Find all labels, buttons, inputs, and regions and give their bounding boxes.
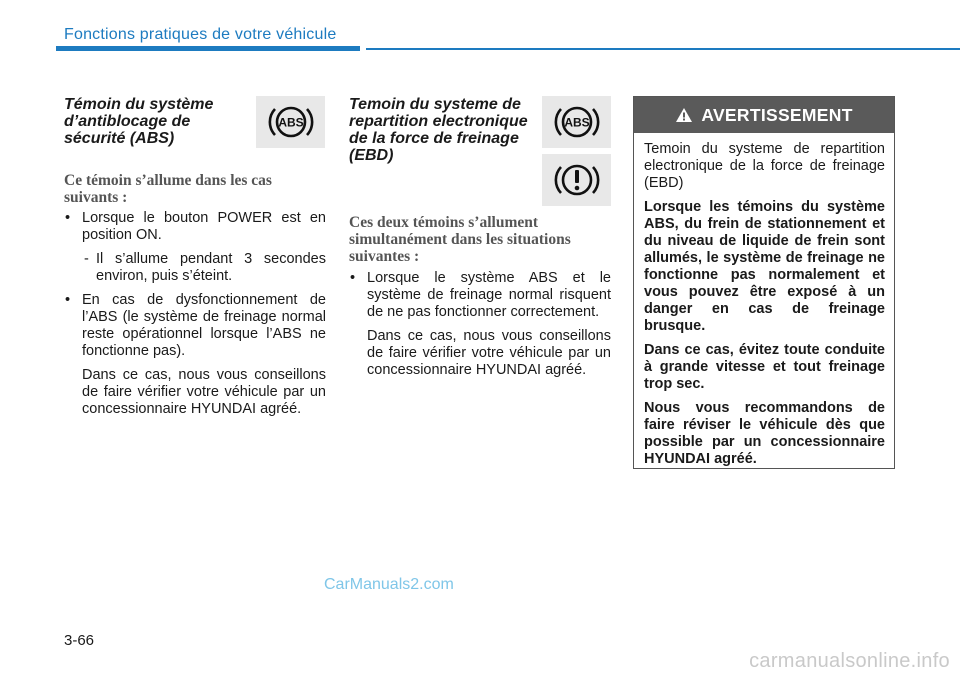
abs-lead: Ce témoin s’allume dans les cas suivants :: [64, 172, 272, 206]
ebd-brake-icon-box: [542, 154, 611, 206]
ebd-body: [349, 270, 611, 386]
section-title: Fonctions pratiques de votre véhicule: [64, 26, 337, 43]
warning-box: [633, 96, 895, 469]
warning-triangle-icon: [675, 107, 693, 123]
abs-bullet-power: • Lorsque le bouton POWER est en position ON.: [64, 210, 326, 244]
warning-subtitle: Temoin du systeme de repartition electronique de la force de freinage (EBD): [644, 141, 885, 191]
header-rule: [366, 48, 960, 50]
header-bar: [56, 46, 360, 51]
brake-warning-icon: [552, 158, 602, 202]
footer-watermark: carmanualsonline.info: [749, 650, 950, 672]
ebd-lead: Ces deux témoins s’allument simultanément dans les situations suivantes :: [349, 214, 571, 265]
ebd-advice: Dans ce cas, nous vous conseillons de faire vérifier votre véhicule par un concessionnaire HYUNDAI agréé.: [367, 328, 611, 378]
warning-text-2: Dans ce cas, évitez toute conduite à grande vitesse et tout freinage trop sec.: [644, 342, 885, 392]
warning-body: [634, 133, 894, 468]
abs-icon-box: [256, 96, 325, 148]
abs-advice: Dans ce cas, nous vous conseillons de faire vérifier votre véhicule par un concessionnaire HYUNDAI agréé.: [82, 367, 326, 417]
warning-title: AVERTISSEMENT: [701, 104, 853, 125]
abs-warning-icon: [552, 100, 602, 144]
svg-text:ABS: ABS: [563, 115, 590, 130]
ebd-heading: Temoin du systeme de repartition electronique de la force de freinage (EBD): [349, 96, 528, 164]
ebd-abs-icon-box: [542, 96, 611, 148]
warning-text-3: Nous vous recommandons de faire réviser le véhicule dès que possible par un concessionnaire HYUNDAI agréé.: [644, 400, 885, 467]
watermark: CarManuals2.com: [324, 576, 454, 593]
warning-header: [634, 97, 894, 133]
abs-dash-item: - Il s’allume pendant 3 secondes environ, puis s’éteint.: [64, 251, 326, 285]
abs-bullet-malfunction: • En cas de dysfonctionnement de l’ABS (le système de freinage normal reste opérationnel lorsque l’ABS ne fonctionne pas).: [64, 292, 326, 360]
warning-text-1: Lorsque les témoins du système ABS, du frein de stationnement et du niveau de liquide de frein sont allumés, le système de freinage ne fonctionne pas normalement et vous pouvez être exposé à un danger en cas de freinage brusque.: [644, 199, 885, 334]
ebd-bullet: • Lorsque le système ABS et le système de freinage normal risquent de ne pas fonctionner correctement.: [349, 270, 611, 321]
page-number: 3-66: [64, 632, 95, 649]
svg-text:ABS: ABS: [277, 115, 304, 130]
abs-warning-icon: [266, 100, 316, 144]
abs-body: [64, 210, 326, 425]
abs-heading: Témoin du système d’antiblocage de sécurité (ABS): [64, 96, 214, 147]
